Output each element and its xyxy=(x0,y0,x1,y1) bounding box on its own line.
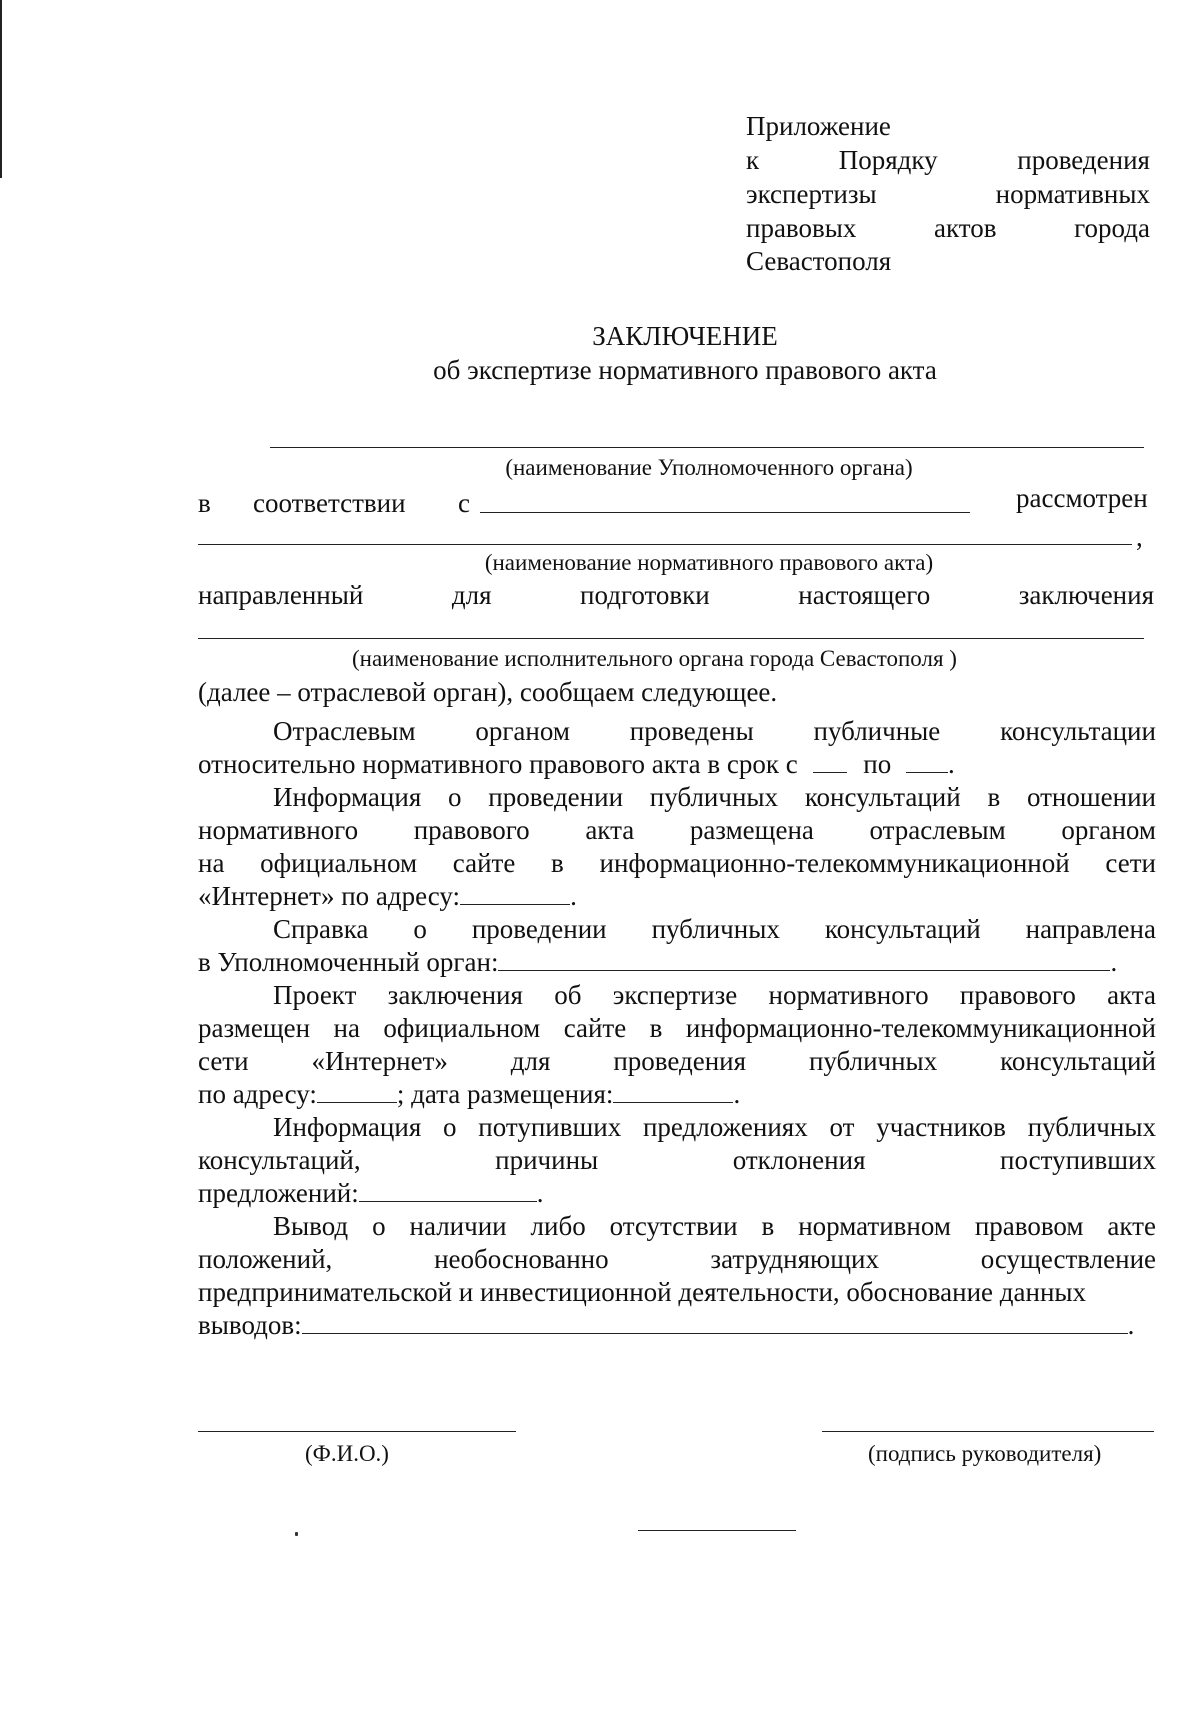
accordance-word-3: с xyxy=(458,488,470,518)
p6-line-2: положений, необоснованно затрудняющих осуществление xyxy=(198,1244,1156,1274)
appendix-line-5: Севастополя xyxy=(746,246,892,276)
document-subtitle: об экспертизе нормативного правового акта xyxy=(433,355,937,385)
act-comma: , xyxy=(1136,522,1143,552)
bottom-separator xyxy=(638,1530,796,1531)
p2-line-4: «Интернет» по адресу: . xyxy=(198,881,577,911)
accordance-word-2: соответствии xyxy=(253,488,406,518)
executive-caption: (наименование исполнительного органа города Севастополя ) xyxy=(352,646,957,671)
p5-line-2: консультаций, причины отклонения поступивших xyxy=(198,1145,1156,1175)
appendix-line-2: к Порядку проведения xyxy=(746,145,1150,175)
draft-url-blank xyxy=(317,1082,397,1103)
p4-line-3: сети «Интернет» для проведения публичных консультаций xyxy=(198,1046,1156,1076)
authority-blank-line xyxy=(270,447,1144,448)
accordance-blank-line xyxy=(480,512,970,513)
p4-line-1: Проект заключения об экспертизе нормативного правового акта xyxy=(273,980,1156,1010)
placement-date-blank xyxy=(613,1082,733,1103)
accordance-word-1: в xyxy=(198,488,211,518)
p3-line-1: Справка о проведении публичных консультаций направлена xyxy=(273,914,1156,944)
scan-edge-mark xyxy=(0,0,2,178)
p1-line-2: относительно нормативного правового акта в срок с по . xyxy=(198,749,955,779)
authority-caption: (наименование Уполномоченного органа) xyxy=(505,455,913,480)
p4-line-2: размещен на официальном сайте в информационно-телекоммуникационной xyxy=(198,1013,1156,1043)
appendix-line-4: правовых актов города xyxy=(746,213,1150,243)
p2-line-1: Информация о проведении публичных консультаций в отношении xyxy=(273,782,1156,812)
p2-line-3: на официальном сайте в информационно-телекоммуникационной сети xyxy=(198,848,1156,878)
act-blank-line xyxy=(198,544,1132,545)
scan-speck xyxy=(295,1532,298,1536)
authority-report-blank xyxy=(498,950,1110,971)
p5-line-3: предложений: . xyxy=(198,1178,544,1208)
proposals-blank xyxy=(359,1181,537,1202)
executive-blank-line xyxy=(198,638,1144,639)
p6-line-3: предпринимательской и инвестиционной деятельности, обоснование данных xyxy=(198,1277,1087,1307)
accordance-word-4: рассмотрен xyxy=(1016,483,1148,513)
directed-row: направленный для подготовки настоящего заключения xyxy=(198,580,1154,610)
fio-blank-line xyxy=(198,1431,516,1432)
p1-line-1: Отраслевым органом проведены публичные консультации xyxy=(273,716,1156,746)
signature-caption: (подпись руководителя) xyxy=(868,1441,1102,1466)
conclusion-blank xyxy=(302,1313,1128,1334)
p5-line-1: Информация о потупивших предложениях от участников публичных xyxy=(273,1112,1156,1142)
appendix-line-3: экспертизы нормативных xyxy=(746,179,1150,209)
act-caption: (наименование нормативного правового акта) xyxy=(484,550,934,575)
consultation-url-blank xyxy=(460,884,570,905)
p6-line-4: выводов: . xyxy=(198,1310,1135,1340)
p2-line-2: нормативного правового акта размещена отраслевым органом xyxy=(198,815,1156,845)
p3-line-2: в Уполномоченный орган: . xyxy=(198,947,1118,977)
signature-blank-line xyxy=(822,1431,1154,1432)
period-start-blank xyxy=(813,752,847,773)
further-text: (далее – отраслевой орган), сообщаем следующее. xyxy=(198,677,778,707)
p4-line-4: по адресу: ; дата размещения: . xyxy=(198,1079,741,1109)
p6-line-1: Вывод о наличии либо отсутствии в нормативном правовом акте xyxy=(273,1211,1156,1241)
fio-caption: (Ф.И.О.) xyxy=(305,1441,389,1466)
period-end-blank xyxy=(906,752,948,773)
document-title: ЗАКЛЮЧЕНИЕ xyxy=(592,321,778,351)
appendix-label: Приложение xyxy=(746,111,891,141)
